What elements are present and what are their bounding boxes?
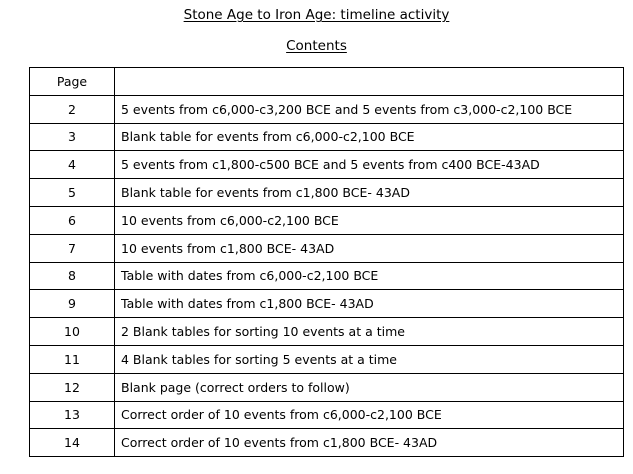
page-number: 12	[30, 373, 115, 401]
page-number: 5	[30, 179, 115, 207]
page-number: 2	[30, 95, 115, 123]
table-row	[30, 401, 624, 429]
contents-table	[29, 67, 624, 457]
page-description: 4 Blank tables for sorting 5 events at a time	[115, 345, 624, 373]
table-row	[30, 345, 624, 373]
table-header-row	[30, 68, 624, 96]
page-number: 10	[30, 318, 115, 346]
table-row	[30, 262, 624, 290]
page-description: Blank page (correct orders to follow)	[115, 373, 624, 401]
page-description: Table with dates from c6,000-c2,100 BCE	[115, 262, 624, 290]
page-number: 13	[30, 401, 115, 429]
page-description: Blank table for events from c6,000-c2,100 BCE	[115, 123, 624, 151]
table-row	[30, 373, 624, 401]
page-description: 10 events from c6,000-c2,100 BCE	[115, 206, 624, 234]
contents-heading-text: Contents	[286, 38, 347, 54]
table-row	[30, 179, 624, 207]
page-number: 11	[30, 345, 115, 373]
table-row	[30, 206, 624, 234]
page-description: Correct order of 10 events from c6,000-c2,100 BCE	[115, 401, 624, 429]
contents-heading	[0, 37, 633, 55]
table-row	[30, 290, 624, 318]
table-row	[30, 429, 624, 457]
document-title	[0, 6, 633, 24]
table-row	[30, 95, 624, 123]
page-number: 6	[30, 206, 115, 234]
page-description: 2 Blank tables for sorting 10 events at a time	[115, 318, 624, 346]
document-title-text: Stone Age to Iron Age: timeline activity	[183, 7, 450, 23]
page-description: 5 events from c6,000-c3,200 BCE and 5 events from c3,000-c2,100 BCE	[115, 95, 624, 123]
page-number: 9	[30, 290, 115, 318]
table-row	[30, 318, 624, 346]
page-number: 14	[30, 429, 115, 457]
page-number: 4	[30, 151, 115, 179]
page-description: Blank table for events from c1,800 BCE- 43AD	[115, 179, 624, 207]
page-description: Table with dates from c1,800 BCE- 43AD	[115, 290, 624, 318]
table-row	[30, 123, 624, 151]
page-number: 8	[30, 262, 115, 290]
page-description: 10 events from c1,800 BCE- 43AD	[115, 234, 624, 262]
page-number: 7	[30, 234, 115, 262]
table-row	[30, 234, 624, 262]
page-description: Correct order of 10 events from c1,800 BCE- 43AD	[115, 429, 624, 457]
header-description	[115, 68, 624, 96]
page-description: 5 events from c1,800-c500 BCE and 5 events from c400 BCE-43AD	[115, 151, 624, 179]
header-page: Page	[30, 68, 115, 96]
table-row	[30, 151, 624, 179]
page-number: 3	[30, 123, 115, 151]
